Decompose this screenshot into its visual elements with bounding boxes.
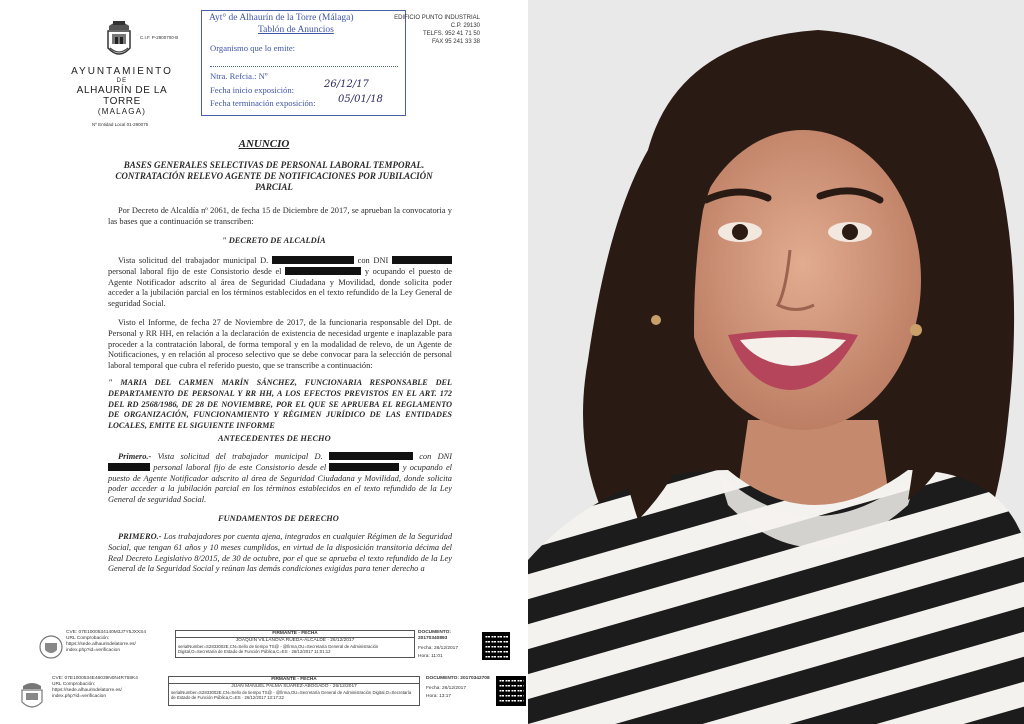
- fundamentos-label: PRIMERO.-: [118, 532, 162, 541]
- footer-1-qr-code[interactable]: [482, 632, 510, 660]
- intro-paragraph: Por Decreto de Alcaldía nº 2061, de fecha 15 de Diciembre de 2017, se aprueban la convocatoria y las bases que a continuación se transcriben:: [108, 206, 452, 226]
- org-name-line1: AYUNTAMIENTO: [71, 66, 173, 77]
- fundamentos-heading: FUNDAMENTOS DE DERECHO: [218, 514, 339, 523]
- fundamentos-text: Los trabajadores por cuenta ajena, integrados en cualquier Régimen de la Seguridad Social, que tengan 61 años y 10 meses cumplidos, en virtud de la disposición transitoria décima del Real Decreto Legislativo 8/2015, de 30 de octubre, por el que se aprueba el texto refundido de la Ley General de la Seguridad Social y reúnan las demás condiciones exigidas para tener derecho a: [108, 532, 453, 574]
- portrait-photo: [528, 0, 1024, 724]
- address-line: EDIFICIO PUNTO INDUSTRIAL: [394, 15, 480, 21]
- paragraph-1-part-a: Vista solicitud del trabajador municipal D.: [118, 256, 269, 265]
- stamp-dotted-line: [210, 66, 398, 67]
- stamp-termino: Fecha terminación exposición:: [210, 98, 316, 108]
- footer-1-hora: Hora: 11:01: [418, 654, 443, 659]
- paragraph-1-part-d: y ocupando el puesto de Agente Notificador adscrito al área de Seguridad Ciudadana y Movilidad, donde solicita poder acceder a la jubilación parcial en los términos establecidos en el texto refundido de la Ley General de seguridad Social.: [108, 266, 453, 309]
- quote-paragraph: " MARIA DEL CARMEN MARÍN SÁNCHEZ, FUNCIONARIA RESPONSABLE DEL DEPARTAMENTO DE PERSONAL Y RR HH, A LOS EFECTOS PREVISTOS EN EL ART. 172 DEL RD 2568/1986, DE 28 DE NOVIEMBRE, POR EL QUE SE APRUEBA EL REGLAMENTO DE ORGANIZACIÓN, FUNCIONAMIENTO Y RÉGIMEN JURÍDICO DE LAS ENTIDADES LOCALES, EMITE EL SIGUIENTE INFORME: [108, 378, 452, 431]
- footer-2-left: [52, 676, 168, 700]
- stamp-title: Ayt° de Alhaurín de la Torre (Málaga): [209, 13, 354, 23]
- paragraph-2: Visto el Informe, de fecha 27 de Noviembre de 2017, de la funcionaria responsable del Dpt. de Personal y RR HH, en relación a la declaración de existencia de necesidad urgente e inaplazable para proceder a la contratación laboral, de forma temporal y en la modalidad de relevo, de un Agente de Notificaciones, y en relación al proceso selectivo que se debe convocar para la selección de personal laboral temporal que cubra el referido puesto, que se transcribe a continuación:: [108, 318, 452, 371]
- footer-1-firmante-header: FIRMANTE - FECHA: [176, 631, 414, 638]
- redaction-box: [272, 256, 354, 264]
- coat-of-arms-logo: [103, 18, 135, 62]
- redaction-box: [392, 256, 452, 264]
- footer-1-fecha: Fecha: 26/12/2017: [418, 646, 459, 651]
- footer-2-doc-info: [426, 676, 494, 700]
- paragraph-1-part-b: con DNI: [357, 256, 389, 265]
- footer-1-url-label: URL Comprobación:: [66, 636, 110, 641]
- stamp-termino-handwritten: 05/01/18: [338, 94, 383, 105]
- address-line: TELFS. 952 41 71 50: [422, 31, 480, 37]
- footer-2-signature-box: [168, 676, 420, 706]
- paragraph-1-part-c: personal laboral fijo de este Consistorio desde el: [108, 266, 282, 276]
- footer-1-left: [66, 630, 176, 654]
- primero-paragraph: [108, 452, 452, 506]
- redaction-box: [329, 452, 413, 460]
- footer-2-cve: CVE: 07E1000534E46039N0N4R768K4: [52, 676, 138, 681]
- footer-seal-icon: [38, 634, 64, 660]
- footer-2-url-label: URL Comprobación:: [52, 682, 96, 687]
- primero-label: Primero.-: [118, 452, 152, 461]
- stamp-inicio: Fecha inicio exposición:: [210, 85, 295, 95]
- footer-seal-icon: [18, 680, 46, 712]
- primero-part-c: personal laboral fijo de este Consistorio desde el: [153, 462, 327, 472]
- address-block: [392, 14, 480, 46]
- document-title: ANUNCIO: [238, 138, 290, 150]
- address-line: C.P. 29130: [450, 23, 480, 29]
- decreto-heading: " DECRETO DE ALCALDÍA: [222, 236, 326, 245]
- paragraph-1: [108, 256, 452, 310]
- stamp-referencia: Ntra. Refcia.: Nº: [210, 71, 268, 81]
- footer-1-signature-box: [175, 630, 415, 658]
- primero-part-b: con DNI: [419, 452, 453, 461]
- portrait-illustration: [528, 0, 1024, 724]
- footer-2-serial: serialNumber=S2833002E,CN=Sello de tiempo TS@ - @firma,OU=Secretaría General de Administración Digital,O=Secretaría de Estado de Función Pública,C=ES · 26/12/2017 13:17:22: [171, 690, 412, 700]
- footer-1-serial: serialNumber=S2833002E,CN=Sello de tiempo TS@ - @firma,OU=Secretaría General de Administración Digital,O=Secretaría de Estado de Función Pública,C=ES · 26/12/2017 11:01:12: [178, 644, 379, 654]
- redaction-box: [329, 463, 399, 471]
- org-name-line2: DE: [116, 78, 128, 84]
- right-earring: [910, 324, 922, 336]
- footer-2-fecha: Fecha: 26/12/2017: [426, 686, 467, 691]
- striped-shirt: [528, 470, 1024, 724]
- stamp-subtitle: Tablón de Anuncios: [258, 25, 334, 35]
- left-earring: [651, 315, 661, 325]
- redaction-box: [285, 267, 361, 275]
- redaction-box: [108, 463, 150, 471]
- antecedentes-heading: ANTECEDENTES DE HECHO: [218, 434, 331, 443]
- footer-1-doc-info: [418, 630, 478, 660]
- stamp-inicio-handwritten: 26/12/17: [324, 79, 369, 90]
- footer-2-doc-label: DOCUMENTO: 20170342708: [426, 676, 490, 681]
- primero-part-a: Vista solicitud del trabajador municipal D.: [157, 452, 323, 461]
- cif-label: C.I.F. P-2900700-B: [140, 35, 179, 40]
- footer-1-url: https://sede.alhaurindelatorre.es/ index.php?id=verificacion: [66, 642, 136, 653]
- footer-1-cve: CVE: 07E1000534140M3J7Y5JXXS4: [66, 630, 147, 635]
- footer-2-firmante: JUAN MANUEL PALMA SUÁREZ-ABOGADO · 26/12/2017: [231, 684, 357, 689]
- address-line: FAX 95 241 33 38: [431, 39, 480, 45]
- org-name-line3: ALHAURÍN DE LA TORRE: [76, 85, 168, 107]
- org-name-line4: (MALAGA): [97, 107, 147, 116]
- fundamentos-paragraph: [108, 532, 452, 575]
- footer-1-firmante: JOAQUIN VILLANOVA RUEDA-ALCALDE · 26/12/2017: [235, 638, 355, 643]
- footer-2-hora: Hora: 13:17: [426, 694, 452, 699]
- footer-1-doc-label: DOCUMENTO: 20170340893: [418, 630, 451, 641]
- document-subtitle: BASES GENERALES SELECTIVAS DE PERSONAL LABORAL TEMPORAL. CONTRATACIÓN RELEVO AGENTE DE NOTIFICACIONES POR JUBILACIÓN PARCIAL: [115, 160, 433, 192]
- entidad-label: Nº Entidad Local 01-290075: [92, 122, 149, 127]
- footer-2-url: https://sede.alhaurindelatorre.es/ index.php?id=verificacion: [52, 688, 122, 699]
- stamp-organismo: Organismo que lo emite:: [210, 43, 296, 53]
- footer-2-firmante-header: FIRMANTE - FECHA: [169, 677, 419, 684]
- primero-part-d: y ocupando el puesto de Agente Notificador adscrito al área de Seguridad Ciudadana y Movilidad, donde solicita poder acceder a la jubilación parcial en los términos establecidos en el texto refundido de la Ley General de seguridad Social.: [108, 462, 453, 505]
- footer-2-qr-code[interactable]: [496, 676, 526, 706]
